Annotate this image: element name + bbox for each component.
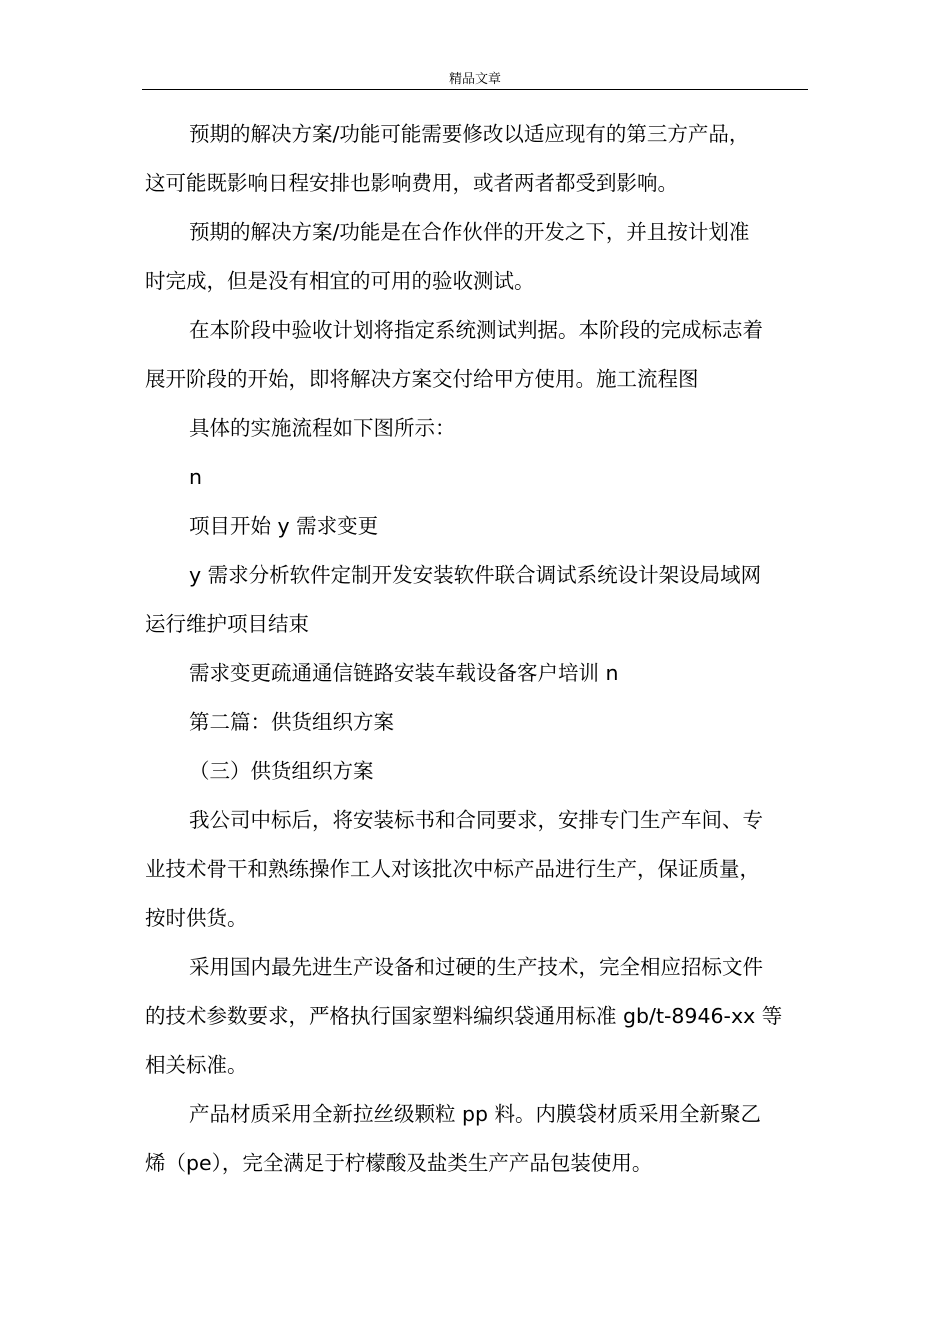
paragraph-11 bbox=[145, 796, 805, 943]
subsection-heading bbox=[145, 747, 805, 796]
paragraph-line: 运行维护项目结束 bbox=[145, 612, 309, 636]
paragraph-12 bbox=[145, 943, 805, 1090]
paragraph-line: 产品材质采用全新拉丝级颗粒 pp 料。内膜袋材质采用全新聚乙 bbox=[189, 1102, 762, 1126]
paragraph-line: 这可能既影响日程安排也影响费用，或者两者都受到影响。 bbox=[145, 171, 678, 195]
paragraph-line: 烯（pe），完全满足于柠檬酸及盐类生产产品包装使用。 bbox=[145, 1151, 653, 1175]
paragraph-5 bbox=[145, 453, 805, 502]
paragraph-line: 需求变更疏通通信链路安装车载设备客户培训 n bbox=[189, 661, 619, 685]
paragraph-1 bbox=[145, 110, 805, 208]
paragraph-line: 第二篇：供货组织方案 bbox=[189, 710, 394, 734]
paragraph-line: 按时供货。 bbox=[145, 906, 248, 930]
page-header: 精品文章 bbox=[448, 72, 501, 87]
paragraph-line: （三）供货组织方案 bbox=[189, 759, 374, 783]
paragraph-line: n bbox=[189, 465, 202, 489]
paragraph-line: 展开阶段的开始，即将解决方案交付给甲方使用。施工流程图 bbox=[145, 367, 699, 391]
paragraph-line: 采用国内最先进生产设备和过硬的生产技术，完全相应招标文件 bbox=[189, 955, 763, 979]
paragraph-line: 项目开始 y 需求变更 bbox=[189, 514, 379, 538]
paragraph-6 bbox=[145, 502, 805, 551]
paragraph-line: 的技术参数要求，严格执行国家塑料编织袋通用标准 gb/t-8946-xx 等 bbox=[145, 1004, 783, 1028]
paragraph-7 bbox=[145, 551, 805, 649]
paragraph-line: 预期的解决方案/功能是在合作伙伴的开发之下，并且按计划准 bbox=[189, 220, 750, 244]
paragraph-8 bbox=[145, 649, 805, 698]
paragraph-4 bbox=[145, 404, 805, 453]
paragraph-13 bbox=[145, 1090, 805, 1188]
section-heading bbox=[145, 698, 805, 747]
paragraph-line: 时完成，但是没有相宜的可用的验收测试。 bbox=[145, 269, 535, 293]
document-body bbox=[145, 110, 805, 1188]
paragraph-line: 相关标准。 bbox=[145, 1053, 248, 1077]
paragraph-line: 在本阶段中验收计划将指定系统测试判据。本阶段的完成标志着 bbox=[189, 318, 763, 342]
paragraph-line: 业技术骨干和熟练操作工人对该批次中标产品进行生产，保证质量， bbox=[145, 857, 760, 881]
paragraph-line: y 需求分析软件定制开发安装软件联合调试系统设计架设局域网 bbox=[189, 563, 762, 587]
paragraph-line: 具体的实施流程如下图所示： bbox=[189, 416, 456, 440]
paragraph-3 bbox=[145, 306, 805, 404]
paragraph-line: 我公司中标后，将安装标书和合同要求，安排专门生产车间、专 bbox=[189, 808, 763, 832]
paragraph-line: 预期的解决方案/功能可能需要修改以适应现有的第三方产品， bbox=[189, 122, 750, 146]
paragraph-2 bbox=[145, 208, 805, 306]
header-divider bbox=[142, 89, 808, 90]
